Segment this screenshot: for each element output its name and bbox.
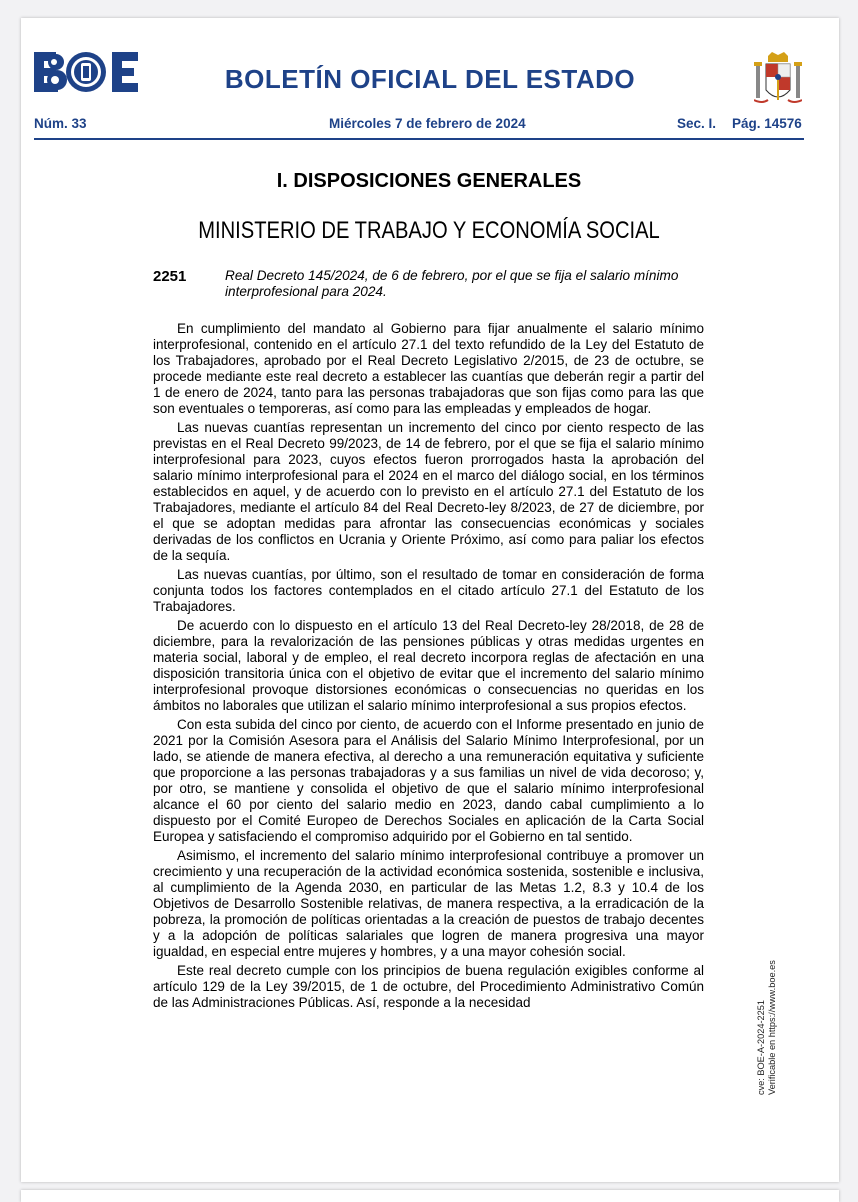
header-rule [34,138,804,140]
issue-date: Miércoles 7 de febrero de 2024 [329,116,526,131]
boe-logo [32,46,140,98]
decree-number: 2251 [153,268,187,285]
page-number: Pág. 14576 [732,116,802,131]
paragraph: Este real decreto cumple con los principios de buena regulación exigibles conforme al artículo 129 de la Ley 39/2015, de 1 de octubre, del Procedimiento Administrativo Común de las Administraciones Públicas. Así, responde a la necesidad [153,963,704,1010]
issue-meta-row [34,116,803,136]
next-page-edge [21,1190,839,1202]
verification-note [756,955,778,1095]
section-label: Sec. I. [677,116,717,131]
paragraph: Las nuevas cuantías, por último, son el resultado de tomar en consideración de forma conjunta todos los factores contemplados en el citado artículo 27.1 del Estatuto de los Trabajadores. [153,567,704,614]
paragraph: En cumplimiento del mandato al Gobierno para fijar anualmente el salario mínimo interprofesional, contenido en el artículo 27.1 del texto refundido de la Ley del Estatuto de los Trabajadores, aprobado por el Real Decreto Legislativo 2/2015, de 23 de octubre, se procede mediante este real decreto a establecer las cuantías que deberán regir a partir del 1 de enero de 2024, tanto para las personas trabajadoras que son fijas como para las que son eventuales o temporeras, así como para las empleadas y empleados de hogar. [153,321,704,416]
verify-link[interactable]: Verificable en https://www.boe.es [767,960,777,1095]
paragraph: Asimismo, el incremento del salario mínimo interprofesional contribuye a promover un crecimiento y una recuperación de la actividad económica sostenida, sostenible e inclusiva, al cumplimiento de la Agenda 2030, en particular de las Metas 1.2, 8.3 y 10.4 de los Objetivos de Desarrollo Sostenible relativas, de manera respectiva, a la erradicación de la pobreza, la promoción de políticas orientadas a la creación de puestos de trabajo decentes y a la adopción de políticas salariales que logren de manera progresiva una mayor igualdad, en especial entre mujeres y hombres, y a una mayor cohesión social. [153,848,704,959]
issue-number: Núm. 33 [34,116,87,131]
section-title: I. DISPOSICIONES GENERALES [276,170,582,192]
ministry-title: MINISTERIO DE TRABAJO Y ECONOMÍA SOCIAL [198,217,660,244]
paragraph: Las nuevas cuantías representan un incremento del cinco por ciento respecto de las previstas en el Real Decreto 99/2023, de 14 de febrero, por el que se fija el salario mínimo interprofesional para 2023, cuyos efectos fueron prorrogados hasta la aprobación del salario mínimo interprofesional para el 2024 en el marco del diálogo social, en los términos establecidos en aquel, y de acuerdo con lo previsto en el artículo 27.1 del Estatuto de los Trabajadores, mediante el artículo 84 del Real Decreto-ley 8/2023, de 27 de diciembre, por el que se adoptan medidas para afrontar las consecuencias económicas y sociales derivadas de los conflictos en Ucrania y Oriente Próximo, así como para paliar los efectos de la sequía. [153,420,704,563]
paragraph: De acuerdo con lo dispuesto en el artículo 13 del Real Decreto-ley 28/2018, de 28 de diciembre, para la revalorización de las pensiones públicas y otras medidas urgentes en materia social, laboral y de empleo, el real decreto incorpora reglas de afectación en una disposición transitoria única con el objetivo de evitar que el incremento del salario mínimo interprofesional provoque distorsiones económicas o consecuencias no queridas en los ámbitos no laborales que utilizan el salario mínimo interprofesional a sus propios efectos. [153,618,704,713]
spain-coat-of-arms-icon [754,52,802,110]
cve-code: cve: BOE-A-2024-2251 [756,1000,766,1095]
newspaper-title: BOLETÍN OFICIAL DEL ESTADO [224,64,636,94]
decree-title: Real Decreto 145/2024, de 6 de febrero, por el que se fija el salario mínimo interprofesional para 2024. [225,268,679,299]
document-body [153,321,704,1014]
paragraph: Con esta subida del cinco por ciento, de acuerdo con el Informe presentado en junio de 2021 por la Comisión Asesora para el Análisis del Salario Mínimo Interprofesional, por un lado, se atiende de manera efectiva, al derecho a una remuneración equitativa y suficiente que proporcione a las personas trabajadoras y a sus familias un nivel de vida decoroso; y, por otro, se mantiene y consolida el objetivo de que el salario mínimo interprofesional alcance el 60 por ciento del salario medio en 2023, dando cabal cumplimiento a lo dispuesto por el Comité Europeo de Derechos Sociales en aplicación de la Carta Social Europea y satisfaciendo el compromiso adquirido por el Gobierno en tal sentido. [153,717,704,844]
